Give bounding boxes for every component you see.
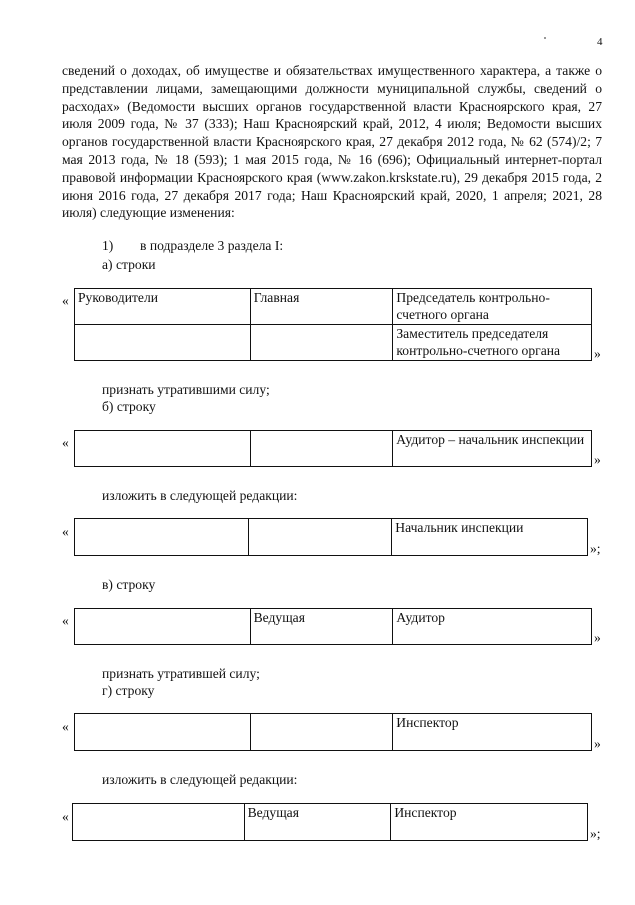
open-quote: « — [62, 809, 69, 824]
close-quote-semicolon: »; — [590, 541, 601, 556]
table-cell — [75, 714, 251, 751]
table-b-new — [74, 518, 588, 556]
close-quote: » — [594, 736, 601, 751]
section-b-after: изложить в следующей редакции: — [102, 488, 298, 503]
table-row — [75, 289, 592, 325]
table-cell: Председатель контрольно-счетного органа — [393, 289, 592, 325]
table-cell: Ведущая — [244, 804, 391, 841]
table-cell: Начальник инспекции — [392, 519, 588, 556]
table-g — [74, 713, 592, 751]
table-row — [75, 609, 592, 645]
table-row — [75, 714, 592, 751]
close-quote: » — [594, 630, 601, 645]
section-a-after: признать утратившими силу; — [102, 382, 270, 397]
close-quote-semicolon: »; — [590, 826, 601, 841]
item-1-text: в подразделе 3 раздела I: — [140, 238, 284, 253]
table-v — [74, 608, 592, 645]
table-cell — [75, 519, 249, 556]
table-cell — [75, 431, 251, 467]
table-row — [75, 325, 592, 361]
table-cell: Аудитор — [393, 609, 592, 645]
open-quote: « — [62, 524, 69, 539]
open-quote: « — [62, 435, 69, 450]
table-row — [73, 804, 588, 841]
table-cell: Инспектор — [391, 804, 588, 841]
open-quote: « — [62, 613, 69, 628]
table-cell: Главная — [250, 289, 393, 325]
body-paragraph: сведений о доходах, об имуществе и обязательствах имущественного характера, а также о представлении лицами, замещающими должности муниципальной службы, сведений о расходах» (Ведомости высших органов государственной власти Красноярского края, 27 июля 2009 года, № 37 (333); Наш Красноярский край, 2012, 4 июля; Ведомости высших органов государственной власти Красноярского края, 27 декабря 2012 года, № 62 (574)/2; 7 мая 2013 года, № 18 (593); 1 мая 2015 года, № 16 (696); Официальный интернет-портал правовой информации Красноярского края (www.zakon.krskstate.ru), 29 декабря 2015 года, 2 июня 2016 года, 27 декабря 2017 года; Наш Красноярский край, 2020, 1 апреля; 2021, 28 июля) следующие изменения: — [62, 63, 602, 221]
open-quote: « — [62, 293, 69, 308]
item-1-number: 1) — [102, 238, 114, 253]
close-quote: » — [594, 452, 601, 467]
section-g-after: изложить в следующей редакции: — [102, 772, 298, 787]
section-v-after: признать утратившей силу; — [102, 666, 260, 681]
table-cell: Заместитель председателя контрольно-счетного органа — [393, 325, 592, 361]
table-cell — [75, 325, 251, 361]
table-row — [75, 519, 588, 556]
table-cell: Аудитор – начальник инспекции — [393, 431, 592, 467]
table-cell — [250, 431, 393, 467]
table-cell — [73, 804, 245, 841]
table-cell: Инспектор — [393, 714, 592, 751]
table-b — [74, 430, 592, 467]
table-g-new — [72, 803, 588, 841]
table-cell — [250, 325, 393, 361]
section-g-label: г) строку — [102, 683, 155, 698]
table-cell — [248, 519, 392, 556]
page-number: 4 — [597, 36, 603, 48]
table-cell — [250, 714, 393, 751]
table-cell — [75, 609, 251, 645]
section-v-label: в) строку — [102, 577, 156, 592]
open-quote: « — [62, 719, 69, 734]
table-cell: Ведущая — [250, 609, 393, 645]
section-a-label: а) строки — [102, 257, 156, 272]
close-quote: » — [594, 346, 601, 361]
table-a — [74, 288, 592, 361]
table-row — [75, 431, 592, 467]
table-cell: Руководители — [75, 289, 251, 325]
scan-speck — [544, 37, 546, 39]
section-b-label: б) строку — [102, 399, 156, 414]
